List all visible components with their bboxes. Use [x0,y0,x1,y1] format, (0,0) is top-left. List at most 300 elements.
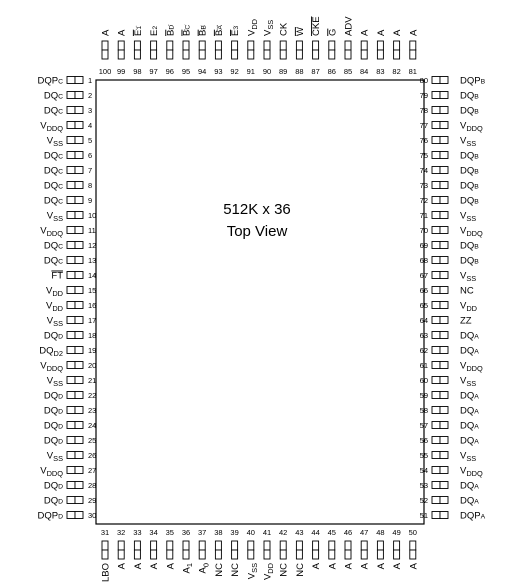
pin-37 [198,528,211,573]
pin-label: DQC [43,240,63,252]
pin-pad [75,197,83,204]
pin-24 [44,421,97,432]
pin-pad [296,50,302,59]
pin-70 [420,226,483,239]
pin-pad [432,137,440,144]
pin-number: 81 [408,67,417,76]
pin-pad [248,550,254,559]
pin-number: 48 [376,528,385,537]
pin-number: 42 [279,528,288,537]
pin-pad [183,50,189,59]
pin-label: $V_{DDQ}$ [460,360,483,374]
pin-label: A [375,29,387,36]
pin-pad [67,287,75,294]
pin-87 [311,16,322,76]
pin-label: DQPC [37,75,63,87]
pin-number: 8 [88,181,93,190]
pin-pad [329,541,335,550]
pin-pad [329,41,335,50]
pin-pad [151,50,157,59]
pin-number: 50 [408,528,417,537]
pin-label: A [116,29,128,36]
pin-pad [75,182,83,189]
pin-pad [67,512,75,519]
pin-number: 62 [419,346,428,355]
pin-pad [67,197,75,204]
pin-61 [420,361,483,374]
pin-pad [75,92,83,99]
pin-pad [440,377,448,384]
pin-label: A [311,563,323,570]
pin-pad [432,227,440,234]
pin-label: $V_{DDQ}$ [40,465,63,479]
pin-pad [67,347,75,354]
pin-number: 38 [214,528,223,537]
pin-number: 87 [311,67,320,76]
pin-number: 76 [419,136,428,145]
pin-67 [420,271,477,284]
pin-11 [40,226,96,239]
pin-49 [392,528,403,569]
package-view: Top View [226,223,288,240]
package-body [96,80,424,524]
pin-label: E1 [132,25,144,36]
pin-label: FT [51,270,63,282]
pin-pad [102,550,108,559]
pin-label: DQD [43,420,63,432]
pin-number: 61 [419,361,428,370]
pin-number: 16 [88,301,97,310]
pin-label: $V_{DDQ}$ [40,120,63,134]
pin-label: $V_{SS}$ [262,19,276,36]
pin-45 [327,528,338,569]
pin-pad [313,550,319,559]
pin-pad [75,227,83,234]
pin-pad [67,332,75,339]
pin-48 [376,528,387,569]
pin-77 [420,121,483,134]
pin-number: 30 [88,511,97,520]
pin-number: 59 [419,391,428,400]
pin-pad [432,167,440,174]
pin-57 [420,421,480,432]
pin-pad [440,212,448,219]
pin-pad [440,77,448,84]
pin-pad [329,50,335,59]
pin-label: $V_{SS}$ [460,210,477,224]
pin-number: 46 [343,528,353,537]
pin-52 [420,496,480,507]
pin-pad [67,437,75,444]
pin-pad [345,550,351,559]
pin-pad [313,541,319,550]
pin-pad [432,377,440,384]
pin-pad [67,92,75,99]
pin-label: $V_{SS}$ [46,210,63,224]
pin-number: 28 [88,481,97,490]
pin-pad [215,41,221,50]
pin-56 [420,436,480,447]
pin-pad [67,107,75,114]
pin-pad [432,497,440,504]
pin-label: DQC [43,150,63,162]
bottom-pin-group [101,528,420,582]
pin-pad [232,550,238,559]
pin-number: 69 [419,241,428,250]
pin-pad [432,362,440,369]
pin-number: 77 [419,121,428,130]
pin-number: 45 [327,528,336,537]
pin-number: 10 [88,211,97,220]
pin-pad [440,152,448,159]
pin-20 [40,361,96,374]
pin-number: 29 [88,496,97,505]
pin-number: 72 [419,196,428,205]
pin-label: DQA [460,495,479,507]
pin-pad [432,257,440,264]
pin-pad [361,41,367,50]
pin-pad [75,482,83,489]
pin-pad [440,272,448,279]
pin-pad [118,41,124,50]
pin-86 [327,29,338,76]
pin-label: $V_{DD}$ [45,285,63,299]
pin-number: 41 [262,528,272,537]
pin-label: $V_{SS}$ [46,315,63,329]
pin-number: 23 [88,406,97,415]
pin-number: 36 [181,528,191,537]
pin-64 [420,316,472,327]
pin-33 [133,528,144,569]
pin-pad [75,452,83,459]
pin-label: A [132,563,144,570]
pin-65 [420,301,477,314]
pin-55 [420,451,477,464]
pin-label: DQC [43,90,63,102]
pin-label: $V_{DDQ}$ [460,465,483,479]
pin-label: DQC [43,165,63,177]
pin-pad [134,41,140,50]
pin-label: A [408,563,420,570]
pin-pad [394,50,400,59]
pin-pad [440,497,448,504]
pin-pad [345,541,351,550]
pin-pad [215,50,221,59]
pin-label: DQC [43,195,63,207]
pin-number: 75 [419,151,428,160]
pin-label: CKE [311,16,323,36]
pin-label: E3 [230,25,242,36]
pin-number: 86 [327,67,336,76]
pin-17 [47,316,97,329]
pin-pad [377,550,383,559]
pin-36 [182,528,195,573]
pin-number: 47 [360,528,369,537]
pin-pad [432,512,440,519]
pin-number: 64 [419,316,428,325]
pin-pad [75,272,83,279]
pin-pad [75,497,83,504]
pin-pad [75,467,83,474]
pin-number: 83 [376,67,385,76]
pin-pad [296,550,302,559]
pin-pad [440,317,448,324]
pin-pad [67,482,75,489]
pin-label: ADV [343,16,355,36]
pin-pad [345,50,351,59]
pin-60 [420,376,477,389]
pin-68 [420,256,480,267]
pin-pad [134,541,140,550]
pin-pad [75,167,83,174]
pin-pad [296,41,302,50]
pin-number: 15 [88,286,97,295]
pin-pad [167,550,173,559]
pin-pad [75,77,83,84]
pin-label: $V_{SS}$ [460,135,477,149]
pin-label: A [359,29,371,36]
pin-pad [199,50,205,59]
pin-pad [440,107,448,114]
pin-pad [67,407,75,414]
pin-number: 40 [246,528,255,537]
pin-pad [102,41,108,50]
pin-label: A [408,29,420,36]
pin-number: 60 [419,376,428,385]
pin-pad [75,362,83,369]
pin-pad [280,50,286,59]
pin-53 [420,481,480,492]
pin-42 [279,528,290,577]
pin-pad [440,137,448,144]
pin-label: $V_{SS}$ [460,375,477,389]
pin-80 [420,76,486,87]
pin-pad [440,257,448,264]
pin-number: 12 [88,241,97,250]
pin-pad [432,287,440,294]
pin-label: $V_{DD}$ [45,300,63,314]
pin-number: 31 [100,528,110,537]
pin-number: 65 [419,301,428,310]
pin-number: 74 [419,166,428,175]
pin-number: 73 [419,181,428,190]
pin-pad [361,541,367,550]
pin-13 [44,256,97,267]
pin-pad [199,41,205,50]
pin-label: NC [294,563,306,577]
pin-pad [232,50,238,59]
pin-number: 2 [88,91,93,100]
pin-number: 3 [88,106,93,115]
pin-91 [246,19,259,76]
pin-label: DQA [460,480,479,492]
pin-number: 90 [262,67,272,76]
pin-83 [376,29,387,76]
pin-label: DQA [460,345,479,357]
pin-number: 94 [198,67,207,76]
pin-label: DQD [43,405,63,417]
pin-pad [67,227,75,234]
pin-label: A [327,563,339,570]
pin-pad [410,550,416,559]
pin-pad [377,541,383,550]
pin-pad [394,41,400,50]
pin-label: W [294,27,306,36]
pin-82 [392,29,403,76]
pin-pad [75,512,83,519]
pin-label: A [343,563,355,570]
pin-pad [67,467,75,474]
pin-22 [44,391,97,402]
pin-label: $A_0$ [197,563,211,574]
pin-label: $V_{DDQ}$ [460,120,483,134]
pin-18 [44,331,97,342]
pin-pad [440,452,448,459]
pin-pad [67,497,75,504]
pin-pad [432,272,440,279]
pin-number: 14 [88,271,97,280]
pin-number: 39 [230,528,239,537]
pin-pad [134,550,140,559]
pin-92 [230,26,241,76]
pin-label: DQB [460,255,479,267]
pin-35 [165,528,176,569]
pin-number: 1 [88,76,93,85]
pin-pad [67,122,75,129]
pin-29 [44,496,97,507]
pin-pad [432,92,440,99]
pin-label: DQB [460,105,479,117]
pin-pad [440,347,448,354]
pin-pad [75,422,83,429]
pin-62 [420,346,480,357]
pin-label: $V_{DD}$ [460,300,478,314]
pin-number: 66 [419,286,428,295]
pin-pad [67,167,75,174]
right-pin-group [420,76,486,522]
pin-pad [432,482,440,489]
pin-100 [99,29,112,76]
pin-label: A [149,563,161,570]
pin-pad [377,50,383,59]
pin-pad [280,41,286,50]
pin-number: 89 [279,67,288,76]
pin-pad [118,50,124,59]
pin-number: 92 [230,67,239,76]
pin-number: 7 [88,166,93,175]
pin-pad [67,377,75,384]
pin-pad [102,50,108,59]
pin-89 [279,22,290,76]
pin-label: BA [213,25,225,36]
pin-number: 5 [88,136,93,145]
pin-pad [67,392,75,399]
pin-label: DQPB [460,75,486,87]
pin-72 [420,196,480,207]
pin-label: A [165,563,177,570]
pin-label: $DQ_{D2}$ [39,345,63,359]
pin-label: $V_{SS}$ [460,450,477,464]
pin-number: 88 [295,67,304,76]
pin-pad [75,107,83,114]
pin-pad [440,332,448,339]
pin-label: DQD [43,435,63,447]
pin-93 [214,25,225,76]
pin-2 [44,91,92,102]
pin-label: NC [278,563,290,577]
pin-4 [40,121,92,134]
pin-59 [420,391,480,402]
pin-pad [67,257,75,264]
pin-label: DQD [43,390,63,402]
pin-90 [263,20,276,76]
pin-23 [44,406,97,417]
pin-46 [344,528,355,569]
pin-pad [440,287,448,294]
pin-number: 96 [165,67,174,76]
pin-label: DQB [460,180,479,192]
pin-pad [377,41,383,50]
pin-label: BD [165,24,177,36]
pin-43 [295,528,306,577]
pin-number: 27 [88,466,97,475]
pin-pad [432,77,440,84]
pin-44 [311,528,322,569]
pin-number: 13 [88,256,97,265]
pin-label: DQA [460,405,479,417]
pin-pad [432,212,440,219]
pin-pad [432,467,440,474]
pin-pad [75,437,83,444]
pin-number: 68 [419,256,428,265]
pin-74 [420,166,480,177]
pin-label: BB [197,25,209,36]
pin-number: 37 [198,528,207,537]
pin-number: 24 [88,421,97,430]
pin-85 [344,16,355,76]
pin-pad [440,227,448,234]
pin-number: 35 [165,528,174,537]
pin-15 [46,286,96,299]
pin-5 [47,136,92,149]
pin-pad [440,167,448,174]
pin-21 [47,376,97,389]
pin-label: $V_{DD}$ [246,18,259,36]
pin-pad [440,122,448,129]
pin-8 [44,181,92,192]
pin-pad [432,107,440,114]
pin-label: ZZ [460,315,472,327]
pin-pad [432,407,440,414]
pin-pad [75,257,83,264]
pin-number: 44 [311,528,320,537]
pin-pad [67,182,75,189]
pin-label: DQB [460,150,479,162]
pin-number: 70 [419,226,428,235]
pin-1 [37,76,92,87]
pin-39 [230,528,241,577]
pin-number: 97 [149,67,158,76]
pin-pad [440,92,448,99]
pin-number: 53 [419,481,428,490]
pin-pad [440,422,448,429]
pin-pad [151,41,157,50]
pin-40 [246,528,259,579]
pin-label: DQB [460,195,479,207]
pin-number: 34 [149,528,158,537]
pin-label: LBO [100,563,112,583]
pin-number: 20 [88,361,97,370]
